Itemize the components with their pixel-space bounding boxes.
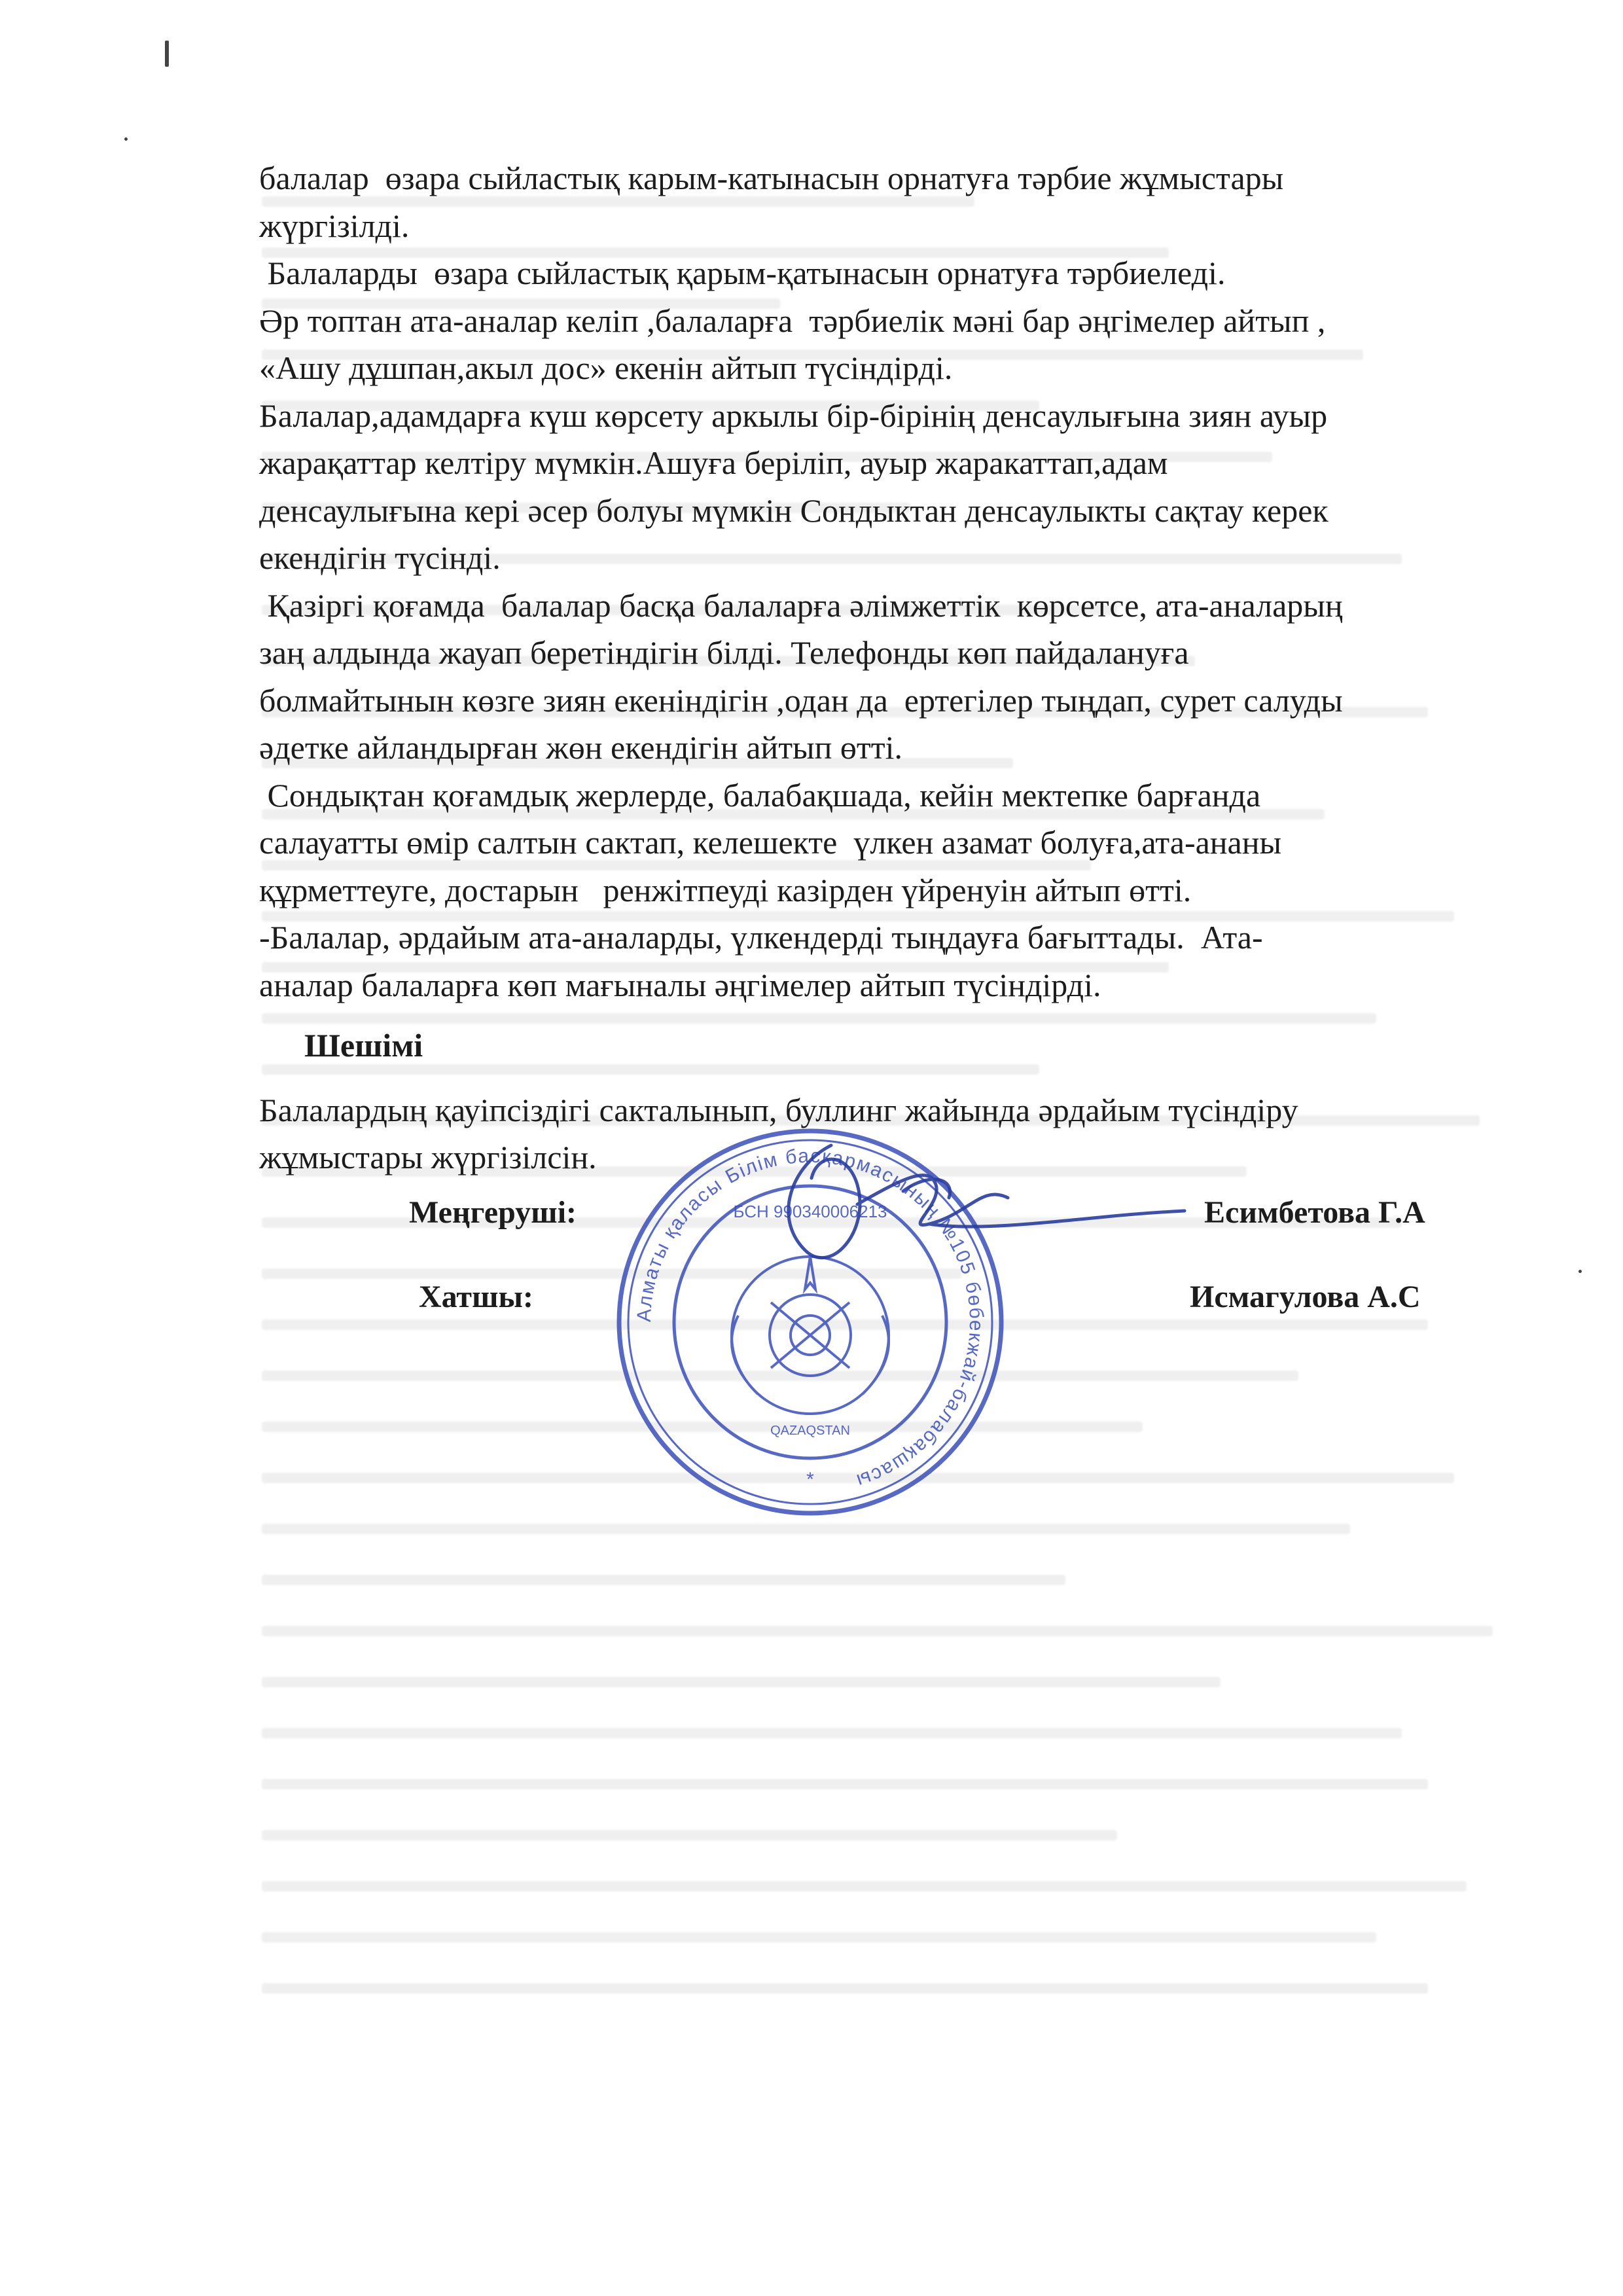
decision-line: Балалардың қауіпсіздігі сакталынып, буллинг жайында әрдайым түсіндіру: [259, 1092, 1298, 1128]
secretary-name: Исмагулова А.С: [1190, 1280, 1421, 1314]
decision-title: Шешімі: [304, 1027, 423, 1064]
body-text: [259, 154, 1555, 1009]
scan-speck: [1578, 1270, 1582, 1273]
body-line: екендігін түсінді.: [259, 539, 501, 576]
body-line: салауатты өмір салтын сактап, келешекте үлкен азамат болуға,ата-ананы: [259, 824, 1282, 861]
scan-speck: [165, 41, 169, 67]
scan-speck: [124, 137, 128, 141]
body-line: заң алдында жауап беретіндігін білді. Телефонды көп пайдалануға: [259, 634, 1189, 671]
body-line: аналар балаларға көп мағыналы әңгімелер айтып түсіндірді.: [259, 966, 1101, 1003]
body-line: денсаулығына кері әсер болуы мүмкін Сондыктан денсаулыкты сақтау керек: [259, 492, 1329, 529]
body-line: құрметтеуге, достарын ренжітпеуді казірден үйренуін айтып өтті.: [259, 871, 1192, 908]
stamp-emblem-text: QAZAQSTAN: [770, 1424, 850, 1438]
head-name: Есимбетова Г.А: [1204, 1195, 1425, 1230]
body-line: -Балалар, әрдайым ата-аналарды, үлкендерді тыңдауға бағыттады. Ата-: [259, 919, 1263, 956]
body-line: Сондықтан қоғамдық жерлерде, балабақшада, кейін мектепке барғанда: [259, 776, 1261, 814]
handwritten-signature: [733, 1126, 1191, 1283]
svg-text:*: *: [806, 1469, 814, 1490]
head-role: Меңгеруші:: [409, 1195, 577, 1230]
body-line: Қазіргі қоғамда балалар басқа балаларға әлімжеттік көрсетсе, ата-аналарың: [259, 586, 1343, 624]
body-line: әдетке айландырған жөн екендігін айтып өтті.: [259, 729, 902, 766]
body-line: жарақаттар келтіру мүмкін.Ашуға беріліп, ауыр жаракаттап,адам: [259, 444, 1168, 481]
body-line: жүргізілді.: [259, 207, 410, 244]
body-line: «Ашу дұшпан,акыл дос» екенін айтып түсіндірді.: [259, 350, 953, 386]
body-line: балалар өзара сыйластық карым-катынасын орнатуға тәрбие жұмыстары: [259, 160, 1284, 196]
stamp-ring-text: Алматы қаласы Білім басқармасының №105 бөбекжай-балабақшасы: [633, 1145, 988, 1492]
stamp-bin: БСН 990340006213: [733, 1202, 887, 1221]
body-line: Балалар,адамдарға күш көрсету аркылы бір-бірінің денсаулығына зиян ауыр: [259, 397, 1328, 434]
secretary-role: Хатшы:: [419, 1280, 533, 1314]
body-line: болмайтынын көзге зиян екеніндігін ,одан да ертегілер тыңдап, сурет салуды: [259, 681, 1343, 719]
decision-line: жұмыстары жүргізілсін.: [259, 1139, 597, 1175]
body-line: Балаларды өзара сыйластық қарым-қатынасын орнатуға тәрбиеледі.: [259, 255, 1226, 291]
body-line: Әр топтан ата-аналар келіп ,балаларға тәрбиелік мәні бар әңгімелер айтып ,: [259, 302, 1326, 339]
